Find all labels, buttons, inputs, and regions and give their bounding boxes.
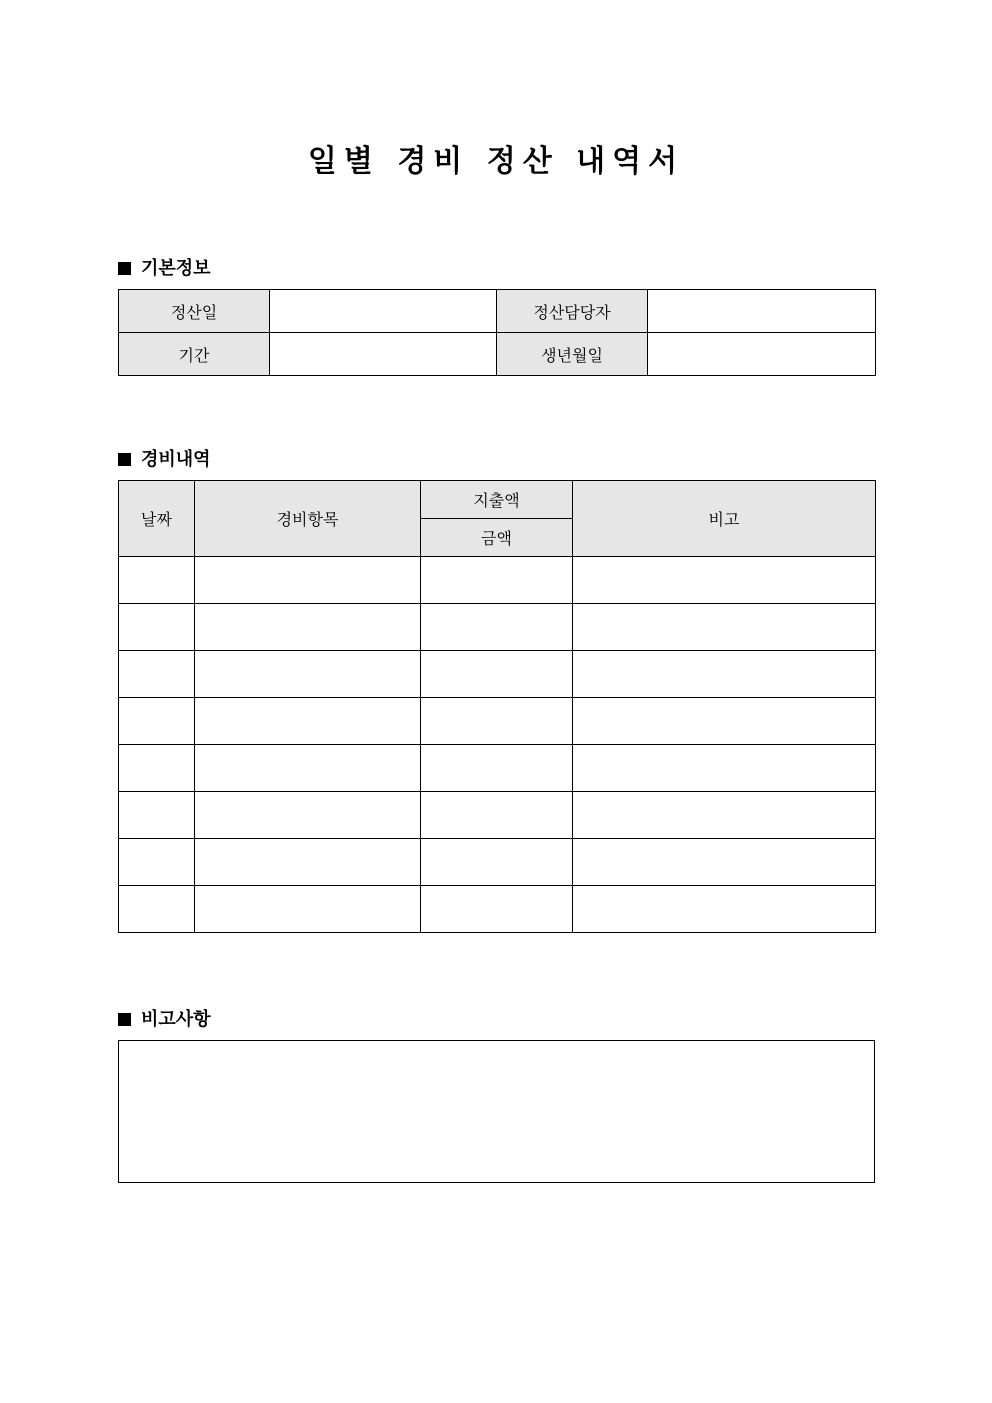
date-cell[interactable] (119, 557, 195, 604)
amount-cell[interactable] (421, 886, 573, 933)
amount-cell[interactable] (421, 651, 573, 698)
table-row (119, 792, 876, 839)
square-bullet-icon (118, 262, 131, 275)
expenditure-header: 지출액 (421, 481, 573, 519)
table-row (119, 839, 876, 886)
amount-cell[interactable] (421, 557, 573, 604)
settlement-date-label: 정산일 (119, 290, 270, 333)
document-title: 일별 경비 정산 내역서 (307, 144, 685, 179)
period-label: 기간 (119, 333, 270, 376)
amount-cell[interactable] (421, 698, 573, 745)
item-cell[interactable] (195, 698, 421, 745)
note-cell[interactable] (573, 651, 876, 698)
note-cell[interactable] (573, 745, 876, 792)
date-cell[interactable] (119, 651, 195, 698)
table-row (119, 651, 876, 698)
note-cell[interactable] (573, 698, 876, 745)
date-cell[interactable] (119, 698, 195, 745)
date-header: 날짜 (119, 481, 195, 557)
expense-table (118, 480, 876, 933)
basic-info-heading (118, 254, 211, 280)
settlement-manager-field[interactable] (648, 290, 876, 333)
remarks-heading (118, 1005, 211, 1031)
table-row (119, 886, 876, 933)
basic-info-heading-label: 기본정보 (141, 258, 211, 279)
basic-info-row (119, 333, 876, 376)
amount-cell[interactable] (421, 745, 573, 792)
date-cell[interactable] (119, 839, 195, 886)
note-header: 비고 (573, 481, 876, 557)
note-cell[interactable] (573, 792, 876, 839)
basic-info-row (119, 290, 876, 333)
birth-date-field[interactable] (648, 333, 876, 376)
table-row (119, 745, 876, 792)
period-field[interactable] (270, 333, 497, 376)
basic-info-table (118, 289, 876, 376)
birth-date-label: 생년월일 (497, 333, 648, 376)
item-cell[interactable] (195, 651, 421, 698)
item-cell[interactable] (195, 604, 421, 651)
amount-cell[interactable] (421, 792, 573, 839)
expense-heading-label: 경비내역 (141, 449, 211, 470)
expense-rows (119, 557, 876, 933)
expense-heading (118, 445, 211, 471)
note-cell[interactable] (573, 886, 876, 933)
date-cell[interactable] (119, 886, 195, 933)
item-header: 경비항목 (195, 481, 421, 557)
remarks-field[interactable] (118, 1040, 875, 1183)
square-bullet-icon (118, 1013, 131, 1026)
table-row (119, 604, 876, 651)
item-cell[interactable] (195, 745, 421, 792)
table-row (119, 557, 876, 604)
date-cell[interactable] (119, 604, 195, 651)
item-cell[interactable] (195, 557, 421, 604)
amount-header: 금액 (421, 519, 573, 557)
settlement-manager-label: 정산담당자 (497, 290, 648, 333)
note-cell[interactable] (573, 839, 876, 886)
remarks-heading-label: 비고사항 (141, 1009, 211, 1030)
amount-cell[interactable] (421, 839, 573, 886)
item-cell[interactable] (195, 886, 421, 933)
note-cell[interactable] (573, 604, 876, 651)
note-cell[interactable] (573, 557, 876, 604)
amount-cell[interactable] (421, 604, 573, 651)
item-cell[interactable] (195, 839, 421, 886)
settlement-date-field[interactable] (270, 290, 497, 333)
expense-header-row (119, 481, 876, 519)
date-cell[interactable] (119, 792, 195, 839)
item-cell[interactable] (195, 792, 421, 839)
date-cell[interactable] (119, 745, 195, 792)
square-bullet-icon (118, 453, 131, 466)
table-row (119, 698, 876, 745)
